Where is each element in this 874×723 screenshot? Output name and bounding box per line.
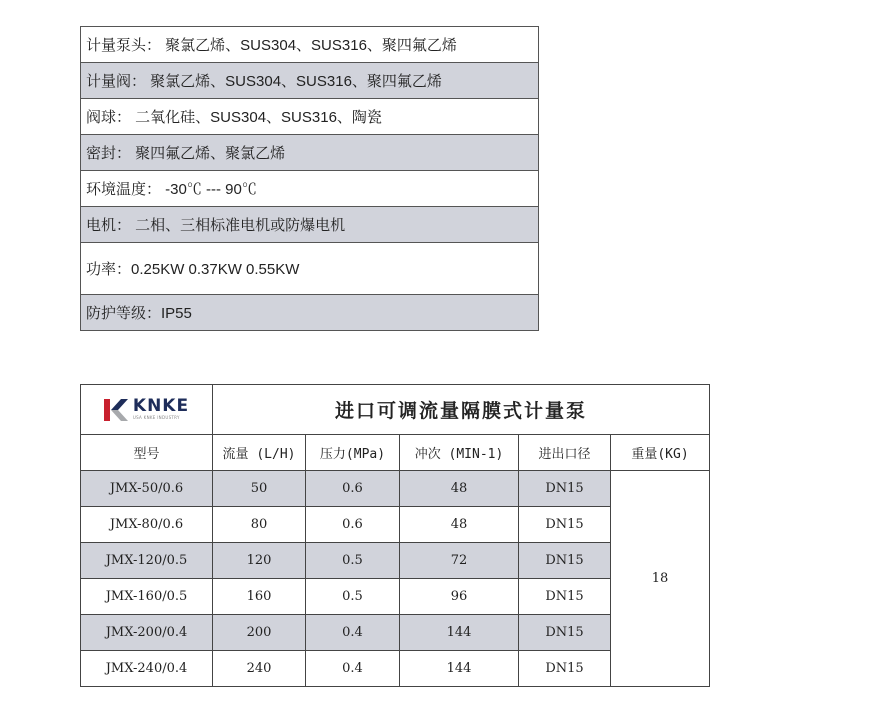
spec-text: 密封： 聚四氟乙烯、聚氯乙烯: [81, 135, 539, 171]
product-row: [81, 471, 710, 507]
logo-name: KNKE: [132, 396, 190, 416]
cell-model: JMX-80/0.6: [81, 507, 213, 543]
cell-strokes: 96: [400, 579, 519, 615]
cell-port: DN15: [519, 615, 611, 651]
spec-table: [80, 26, 539, 331]
logo-cell: [81, 385, 213, 435]
spec-row: [81, 99, 539, 135]
logo-grey-chevron: [111, 410, 128, 421]
spec-text: 功率：0.25KW 0.37KW 0.55KW: [81, 243, 539, 295]
product-table: [80, 384, 710, 687]
cell-pressure: 0.4: [306, 651, 400, 687]
spec-text: 计量泵头： 聚氯乙烯、SUS304、SUS316、聚四氟乙烯: [81, 27, 539, 63]
spec-text: 环境温度： -30℃ --- 90℃: [81, 171, 539, 207]
cell-weight: 18: [611, 471, 710, 687]
spec-text: 防护等级：IP55: [81, 295, 539, 331]
cell-flow: 240: [213, 651, 306, 687]
cell-flow: 120: [213, 543, 306, 579]
logo-subtitle: USA KNKE INDUSTRY: [132, 415, 180, 420]
column-header: 型号: [81, 435, 213, 471]
cell-model: JMX-50/0.6: [81, 471, 213, 507]
spec-body: [81, 27, 539, 331]
cell-port: DN15: [519, 579, 611, 615]
cell-strokes: 144: [400, 615, 519, 651]
spec-row: [81, 63, 539, 99]
cell-model: JMX-160/0.5: [81, 579, 213, 615]
spec-row: [81, 207, 539, 243]
cell-flow: 80: [213, 507, 306, 543]
cell-flow: 50: [213, 471, 306, 507]
column-header: 冲次 (MIN-1): [400, 435, 519, 471]
cell-pressure: 0.6: [306, 471, 400, 507]
cell-model: JMX-200/0.4: [81, 615, 213, 651]
cell-port: DN15: [519, 471, 611, 507]
column-header: 流量 (L/H): [213, 435, 306, 471]
spec-text: 电机： 二相、三相标准电机或防爆电机: [81, 207, 539, 243]
cell-port: DN15: [519, 651, 611, 687]
cell-strokes: 144: [400, 651, 519, 687]
column-header: 重量(KG): [611, 435, 710, 471]
cell-flow: 160: [213, 579, 306, 615]
column-header: 进出口径: [519, 435, 611, 471]
spec-text: 计量阀： 聚氯乙烯、SUS304、SUS316、聚四氟乙烯: [81, 63, 539, 99]
column-header-row: [81, 435, 710, 471]
column-header: 压力(MPa): [306, 435, 400, 471]
cell-model: JMX-240/0.4: [81, 651, 213, 687]
cell-port: DN15: [519, 543, 611, 579]
logo-text: [133, 398, 189, 421]
cell-pressure: 0.4: [306, 615, 400, 651]
table-title: 进口可调流量隔膜式计量泵: [213, 385, 710, 435]
cell-strokes: 48: [400, 507, 519, 543]
cell-model: JMX-120/0.5: [81, 543, 213, 579]
knke-logo-icon: [104, 398, 128, 422]
cell-strokes: 72: [400, 543, 519, 579]
cell-pressure: 0.6: [306, 507, 400, 543]
cell-pressure: 0.5: [306, 579, 400, 615]
cell-pressure: 0.5: [306, 543, 400, 579]
title-row: [81, 385, 710, 435]
spec-text: 阀球： 二氧化硅、SUS304、SUS316、陶瓷: [81, 99, 539, 135]
spec-row: [81, 171, 539, 207]
cell-strokes: 48: [400, 471, 519, 507]
knke-logo: [81, 385, 212, 434]
logo-red-bar: [104, 399, 110, 421]
spec-row: [81, 243, 539, 295]
cell-port: DN15: [519, 507, 611, 543]
spec-row: [81, 295, 539, 331]
spec-row: [81, 27, 539, 63]
spec-row: [81, 135, 539, 171]
logo-navy-chevron: [111, 399, 128, 410]
cell-flow: 200: [213, 615, 306, 651]
